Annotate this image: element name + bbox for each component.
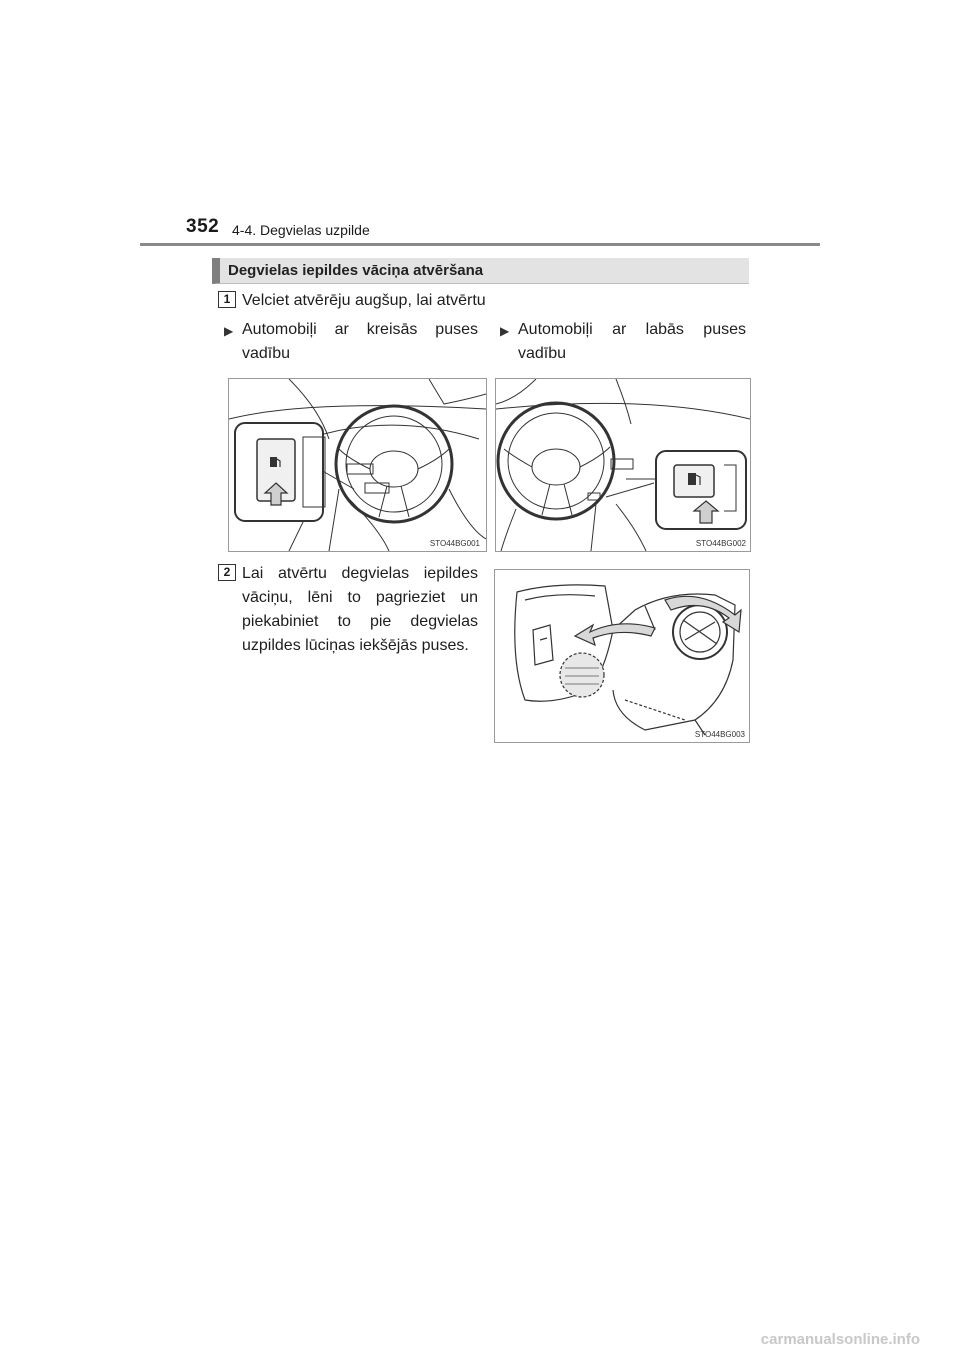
figure-rhd-dashboard: [495, 378, 751, 552]
figure-code-rhd: STO44BG002: [695, 539, 746, 548]
page-number: 352: [186, 216, 220, 237]
step-number-2: 2: [218, 564, 236, 581]
step-2-text: Lai atvērtu degvielas iepildes vāciņu, lēni to pagrieziet un piekabiniet to pie degvielas uzpildes lūciņas iekšējās puses.: [242, 565, 478, 654]
step-1-text: Velciet atvērēju augšup, lai atvērtu: [242, 292, 486, 309]
section-title: Degvielas iepildes vāciņa atvēršana: [228, 262, 484, 279]
triangle-right-icon: ▶: [224, 324, 234, 338]
running-header: 4-4. Degvielas uzpilde: [232, 222, 370, 238]
option-rhd-label: Automobiļi ar labās puses vadību: [518, 321, 746, 362]
rhd-dashboard-illustration: [496, 379, 750, 551]
step-number-1: 1: [218, 291, 236, 308]
fuel-cap-illustration: [495, 570, 749, 742]
figure-code-lhd: STO44BG001: [429, 539, 480, 548]
figure-lhd-dashboard: [228, 378, 487, 552]
figure-code-cap: STO44BG003: [694, 730, 745, 739]
triangle-right-icon: ▶: [500, 324, 510, 338]
option-lhd-label: Automobiļi ar kreisās puses vadību: [242, 321, 478, 362]
header-rule: [140, 243, 820, 246]
lhd-dashboard-illustration: [229, 379, 486, 551]
figure-fuel-cap: [494, 569, 750, 743]
footer-watermark: carmanualsonline.info: [760, 1331, 920, 1348]
